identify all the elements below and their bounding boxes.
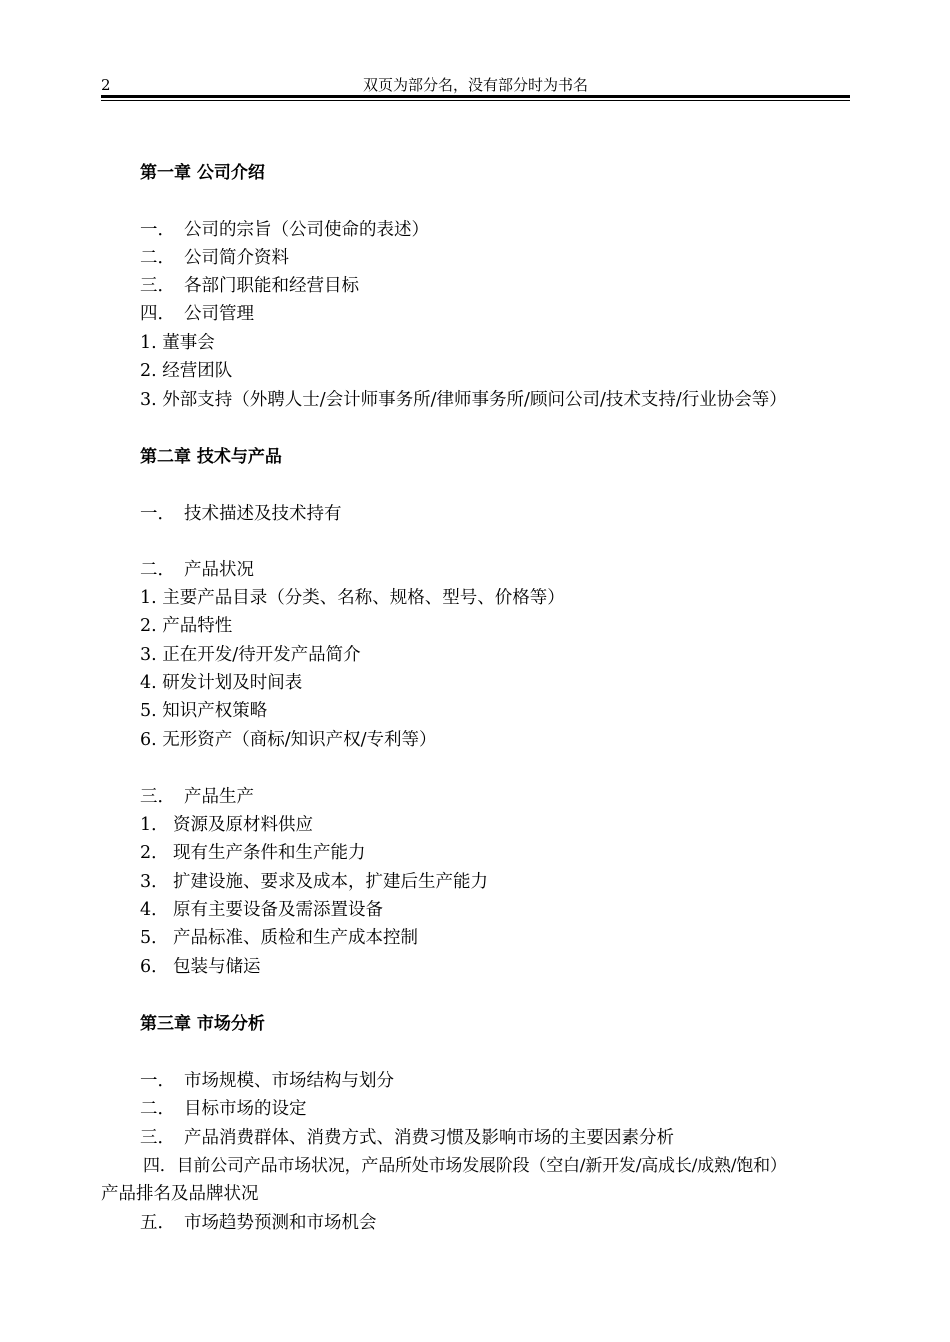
ch3-item-4-line-2: 产品排名及品牌状况	[101, 1184, 259, 1204]
chapter-3-title: 第三章 市场分析	[140, 1014, 265, 1034]
ch1-subitem-3: 3. 外部支持（外聘人士/会计师事务所/律师事务所/顾问公司/技术支持/行业协会等）	[140, 390, 787, 410]
ch3-item-2: 二． 目标市场的设定	[140, 1099, 307, 1119]
ch1-item-3: 三． 各部门职能和经营目标	[140, 276, 359, 296]
ch2-s3-item-5: 5． 产品标准、质检和生产成本控制	[140, 928, 418, 948]
ch2-section-1: 一． 技术描述及技术持有	[140, 504, 342, 524]
header-rule-thick	[101, 95, 850, 98]
ch3-item-5: 五． 市场趋势预测和市场机会	[140, 1213, 377, 1233]
ch2-s3-item-6: 6． 包装与储运	[140, 957, 261, 977]
header-rule-thin	[101, 100, 850, 101]
ch1-subitem-2: 2. 经营团队	[140, 361, 233, 381]
ch1-item-2: 二． 公司简介资料	[140, 248, 289, 268]
chapter-2-title: 第二章 技术与产品	[140, 447, 282, 467]
ch3-item-1: 一． 市场规模、市场结构与划分	[140, 1071, 394, 1091]
ch2-s2-item-3: 3. 正在开发/待开发产品简介	[140, 645, 361, 665]
ch1-item-4: 四． 公司管理	[140, 304, 254, 324]
ch2-s3-item-3: 3． 扩建设施、要求及成本，扩建后生产能力	[140, 872, 488, 892]
ch3-item-3: 三． 产品消费群体、消费方式、消费习惯及影响市场的主要因素分析	[140, 1128, 674, 1148]
ch2-section-2: 二． 产品状况	[140, 560, 254, 580]
page-number: 2	[101, 76, 111, 94]
ch2-s3-item-4: 4． 原有主要设备及需添置设备	[140, 900, 383, 920]
ch2-s2-item-1: 1. 主要产品目录（分类、名称、规格、型号、价格等）	[140, 588, 565, 608]
ch2-s2-item-2: 2. 产品特性	[140, 616, 233, 636]
ch2-section-3: 三． 产品生产	[140, 787, 254, 807]
ch2-s2-item-4: 4. 研发计划及时间表	[140, 673, 303, 693]
header-title: 双页为部分名，没有部分时为书名	[362, 76, 588, 94]
ch2-s3-item-1: 1． 资源及原材料供应	[140, 815, 313, 835]
ch1-subitem-1: 1. 董事会	[140, 333, 215, 353]
ch2-s2-item-6: 6. 无形资产（商标/知识产权/专利等）	[140, 730, 437, 750]
chapter-1-title: 第一章 公司介绍	[140, 163, 265, 183]
ch1-item-1: 一． 公司的宗旨（公司使命的表述）	[140, 220, 429, 240]
ch2-s3-item-2: 2． 现有生产条件和生产能力	[140, 843, 366, 863]
ch2-s2-item-5: 5. 知识产权策略	[140, 701, 268, 721]
ch3-item-4-line-1: 四．目前公司产品市场状况，产品所处市场发展阶段（空白/新开发/高成长/成熟/饱和）	[143, 1156, 787, 1176]
running-header	[101, 74, 850, 96]
